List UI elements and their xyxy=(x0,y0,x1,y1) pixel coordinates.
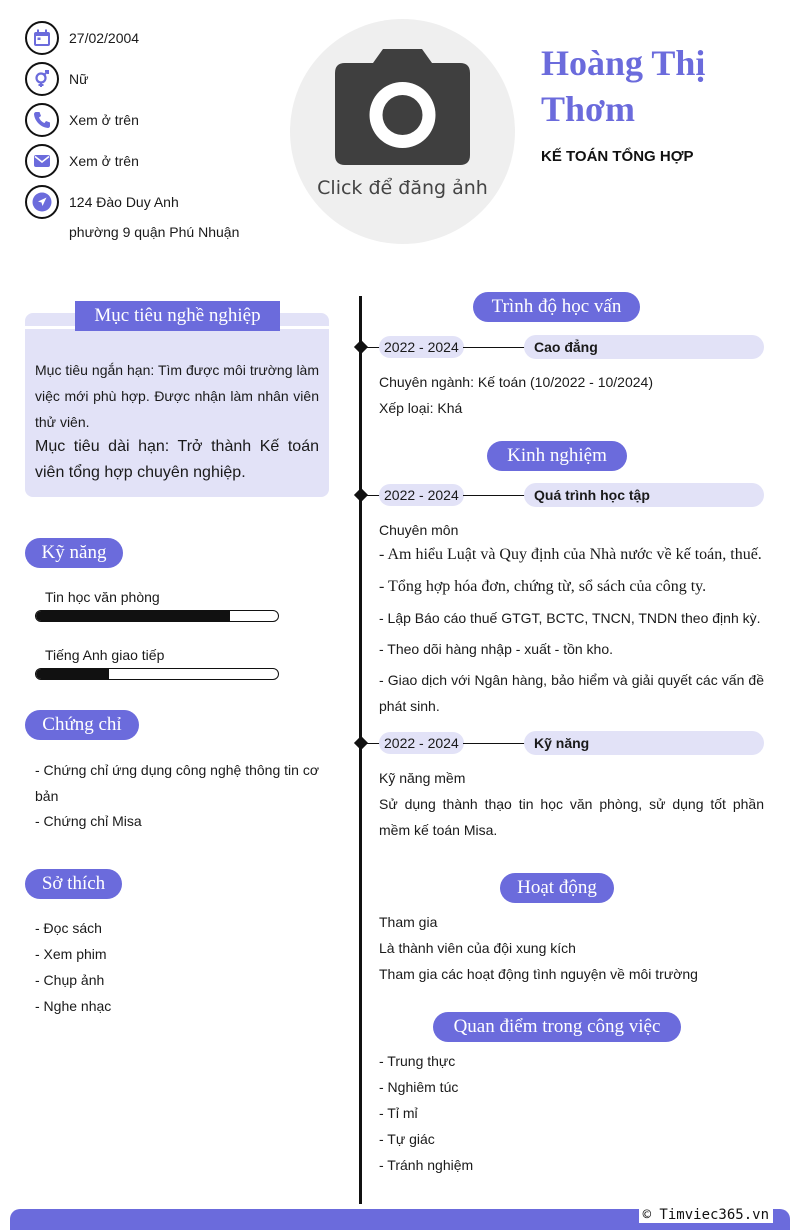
email-text: Xem ở trên xyxy=(69,153,139,169)
mail-icon xyxy=(25,144,59,178)
education-date: 2022 - 2024 xyxy=(379,336,464,358)
birthday-text: 27/02/2004 xyxy=(69,30,140,46)
photo-upload-label: Click để đăng ảnh xyxy=(317,177,488,199)
phone-icon xyxy=(25,103,59,137)
contact-gender xyxy=(25,62,88,96)
calendar-icon xyxy=(25,21,59,55)
certificates-heading: Chứng chỉ xyxy=(25,710,139,740)
work-view-item: - Tự giác xyxy=(379,1131,435,1147)
work-view-item: - Trung thực xyxy=(379,1053,456,1069)
hobby-item: - Nghe nhạc xyxy=(35,998,112,1014)
certificate-item: - Chứng chỉ Misa xyxy=(35,813,142,829)
activity-line: Tham gia xyxy=(379,914,438,930)
skill-name: Tiếng Anh giao tiếp xyxy=(45,647,165,663)
objective-long-term: Mục tiêu dài hạn: Trở thành Kế toán viên tổng hợp chuyên nghiệp. xyxy=(35,438,319,481)
experience-line: - Am hiểu Luật và Quy định của Nhà nước về kế toán, thuế. xyxy=(379,546,762,563)
experience-subtitle: Kỹ năng mềm xyxy=(379,770,466,786)
experience-date: 2022 - 2024 xyxy=(379,484,464,506)
hobby-item: - Xem phim xyxy=(35,946,107,962)
education-line: Chuyên ngành: Kế toán (10/2022 - 10/2024) xyxy=(379,374,653,390)
gender-text: Nữ xyxy=(69,71,89,87)
work-view-item: - Tránh nghiệm xyxy=(379,1157,474,1173)
education-heading: Trình độ học vấn xyxy=(473,292,640,322)
certificate-item: - Chứng chỉ ứng dụng công nghệ thông tin cơ bản xyxy=(35,762,319,804)
photo-upload[interactable] xyxy=(290,19,515,244)
address-line1: 124 Đào Duy Anh xyxy=(69,194,179,210)
skill-name: Tin học văn phòng xyxy=(45,589,160,605)
timeline-connector xyxy=(463,495,525,496)
experience-line: - Theo dõi hàng nhập - xuất - tồn kho. xyxy=(379,641,614,657)
experience-heading: Kinh nghiệm xyxy=(487,441,627,471)
work-view-item: - Nghiêm túc xyxy=(379,1079,459,1095)
activity-line: Là thành viên của đội xung kích xyxy=(379,940,576,956)
timeline-connector xyxy=(362,743,380,744)
phone-text: Xem ở trên xyxy=(69,112,139,128)
hobbies-heading: Sở thích xyxy=(25,869,122,899)
timeline-connector xyxy=(463,347,525,348)
timeline-connector xyxy=(362,347,380,348)
activities-heading: Hoạt động xyxy=(500,873,614,903)
camera-icon xyxy=(335,49,470,167)
timeline-connector xyxy=(362,495,380,496)
experience-line: - Tổng hợp hóa đơn, chứng từ, sổ sách của công ty. xyxy=(379,578,707,595)
experience-line: - Lập Báo cáo thuế GTGT, BCTC, TNCN, TNDN theo định kỳ. xyxy=(379,610,761,626)
location-icon xyxy=(25,185,59,219)
hobby-item: - Chụp ảnh xyxy=(35,972,105,988)
experience-line: Sử dụng thành thạo tin học văn phòng, sử dụng tốt phần mềm kế toán Misa. xyxy=(379,796,764,838)
experience-subtitle: Chuyên môn xyxy=(379,522,459,538)
job-title: KẾ TOÁN TỔNG HỢP xyxy=(541,148,694,165)
education-line: Xếp loại: Khá xyxy=(379,400,463,416)
experience-title: Kỹ năng xyxy=(524,731,764,755)
skill-bar xyxy=(35,610,279,622)
skill-bar xyxy=(35,668,279,680)
hobby-item: - Đọc sách xyxy=(35,920,102,936)
gender-icon xyxy=(25,62,59,96)
timeline-connector xyxy=(463,743,525,744)
contact-email xyxy=(25,144,139,178)
contact-address xyxy=(25,185,179,219)
experience-title: Quá trình học tập xyxy=(524,483,764,507)
experience-line: - Giao dịch với Ngân hàng, bảo hiểm và giải quyết các vấn đề phát sinh. xyxy=(379,672,764,714)
skill-bar-fill xyxy=(36,669,109,679)
skill-bar-fill xyxy=(36,611,230,621)
work-view-item: - Tỉ mỉ xyxy=(379,1105,418,1121)
objective-heading: Mục tiêu nghề nghiệp xyxy=(75,301,280,331)
contact-phone xyxy=(25,103,139,137)
education-title: Cao đẳng xyxy=(524,335,764,359)
work-views-heading: Quan điểm trong công việc xyxy=(433,1012,681,1042)
experience-date: 2022 - 2024 xyxy=(379,732,464,754)
address-line2: phường 9 quận Phú Nhuận xyxy=(69,224,240,240)
footer-credit: © Timviec365.vn xyxy=(639,1207,773,1223)
candidate-name: Hoàng Thị Thơm xyxy=(541,43,706,129)
objective-short-term: Mục tiêu ngắn hạn: Tìm được môi trường làm việc mới phù hợp. Được nhận làm nhân viên thử viên. xyxy=(35,362,319,430)
activity-line: Tham gia các hoạt động tình nguyện về môi trường xyxy=(379,966,698,982)
contact-birthday xyxy=(25,21,139,55)
skills-heading: Kỹ năng xyxy=(25,538,123,568)
